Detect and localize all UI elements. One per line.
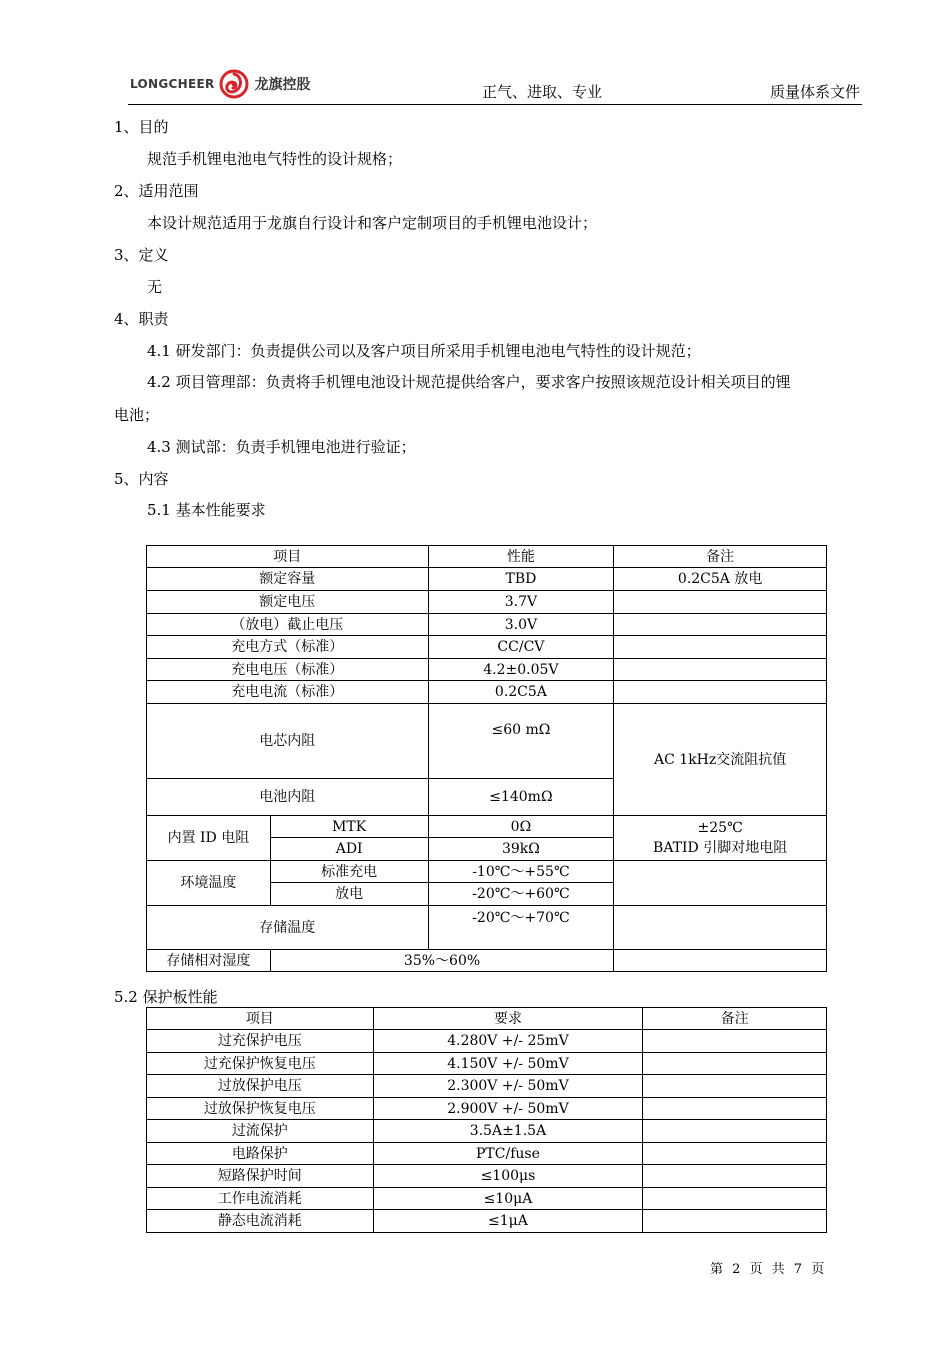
table-cell: ≤100μs (373, 1165, 643, 1188)
section-5-2-title: 5.2 保护板性能 (114, 988, 218, 1006)
table-row (147, 1120, 827, 1143)
table-cell (643, 1098, 827, 1120)
table-cell: 工作电流消耗 (147, 1188, 374, 1210)
table-header-cell: 项目 (147, 1008, 374, 1030)
table-cell (614, 614, 827, 636)
table-cell (614, 681, 827, 704)
table-cell: ≤140mΩ (428, 779, 614, 816)
section-4-2-line1: 4.2 项目管理部：负责将手机锂电池设计规范提供给客户，要求客户按照该规范设计相关项目的锂 (147, 373, 791, 391)
table-cell: 过流保护 (147, 1120, 374, 1143)
section-3-title: 3、定义 (114, 246, 169, 264)
table-cell (643, 1143, 827, 1165)
table-cell-note: AC 1kHz交流阻抗值 (614, 704, 827, 816)
table-cell: -20℃～+70℃ (428, 906, 614, 950)
table-row (147, 1210, 827, 1233)
table-cell (643, 1188, 827, 1210)
section-1-title: 1、目的 (114, 118, 169, 136)
table-cell: 存储温度 (147, 906, 429, 950)
table-header-cell: 备注 (643, 1008, 827, 1030)
header-doc-type: 质量体系文件 (769, 83, 860, 101)
table-cell: -20℃～+60℃ (428, 883, 614, 906)
table-cell: 2.900V +/- 50mV (373, 1098, 643, 1120)
section-3-body: 无 (147, 278, 163, 296)
section-2-body: 本设计规范适用于龙旗自行设计和客户定制项目的手机锂电池设计； (147, 214, 598, 232)
table-row (147, 591, 827, 614)
table-cell: 4.280V +/- 25mV (373, 1030, 643, 1053)
table-cell: （放电）截止电压 (147, 614, 429, 636)
table-cell: 存储相对湿度 (147, 950, 271, 972)
table-cell-note (614, 861, 827, 906)
table-header-row (147, 1008, 827, 1030)
table-cell (614, 636, 827, 659)
section-4-title: 4、职责 (114, 310, 169, 328)
table-cell (643, 1030, 827, 1053)
id-note-line1: ±25℃ (697, 820, 743, 836)
table-cell: ADI (270, 838, 428, 861)
page-header (128, 64, 862, 105)
table-cell: 过充保护电压 (147, 1030, 374, 1053)
table-header-cell: 备注 (614, 546, 827, 568)
table-cell-note (614, 950, 827, 972)
table-cell: 4.2±0.05V (428, 659, 614, 681)
table-cell: 充电电压（标准） (147, 659, 429, 681)
table-cell: 充电方式（标准） (147, 636, 429, 659)
table-row (147, 636, 827, 659)
table-cell: -10℃～+55℃ (428, 861, 614, 883)
table-cell-note (614, 906, 827, 950)
table-cell: 0Ω (428, 816, 614, 838)
table-cell: 3.5A±1.5A (373, 1120, 643, 1143)
page-number: 第 2 页 共 7 页 (710, 1262, 825, 1277)
table-cell: 3.7V (428, 591, 614, 614)
table-cell: 电路保护 (147, 1143, 374, 1165)
table-header-cell: 项目 (147, 546, 429, 568)
id-note-line2: BATID 引脚对地电阻 (653, 840, 788, 856)
table-row (147, 861, 827, 883)
table-row (147, 1188, 827, 1210)
table-cell: ≤1μA (373, 1210, 643, 1233)
section-4-3: 4.3 测试部：负责手机锂电池进行验证； (147, 438, 416, 456)
swirl-logo-icon (217, 68, 251, 100)
logo-brand-cn: 龙旗控股 (254, 77, 311, 93)
table-cell (643, 1053, 827, 1075)
table-cell: 电芯内阻 (147, 704, 429, 779)
section-5-title: 5、内容 (114, 470, 169, 488)
table-cell: 39kΩ (428, 838, 614, 861)
protection-board-table (146, 1007, 827, 1233)
table-row (147, 614, 827, 636)
table-cell: 标准充电 (270, 861, 428, 883)
table-cell: 额定容量 (147, 568, 429, 591)
table-cell: PTC/fuse (373, 1143, 643, 1165)
section-1-body: 规范手机锂电池电气特性的设计规格； (147, 150, 403, 168)
table-cell: 过放保护恢复电压 (147, 1098, 374, 1120)
section-4-1: 4.1 研发部门：负责提供公司以及客户项目所采用手机锂电池电气特性的设计规范； (147, 342, 701, 360)
header-slogan: 正气、进取、专业 (482, 83, 603, 101)
table-cell: CC/CV (428, 636, 614, 659)
table-cell: 电池内阻 (147, 779, 429, 816)
table-cell-note (614, 816, 827, 861)
table-row (147, 681, 827, 704)
table-row (147, 906, 827, 950)
table-cell: 3.0V (428, 614, 614, 636)
table-cell: 充电电流（标准） (147, 681, 429, 704)
table-cell (614, 659, 827, 681)
table-header-cell: 要求 (373, 1008, 643, 1030)
table-cell: 2.300V +/- 50mV (373, 1075, 643, 1098)
table-row (147, 568, 827, 591)
table-cell: MTK (270, 816, 428, 838)
table-cell (643, 1120, 827, 1143)
table-cell: 0.2C5A 放电 (614, 568, 827, 591)
table-cell (614, 591, 827, 614)
table-row (147, 1165, 827, 1188)
table-row (147, 1053, 827, 1075)
basic-performance-table (146, 545, 827, 972)
table-cell: 静态电流消耗 (147, 1210, 374, 1233)
table-cell: 4.150V +/- 50mV (373, 1053, 643, 1075)
table-row (147, 816, 827, 838)
section-2-title: 2、适用范围 (114, 182, 199, 200)
table-cell (643, 1075, 827, 1098)
table-header-row (147, 546, 827, 568)
section-5-1-title: 5.1 基本性能要求 (147, 501, 266, 519)
table-header-cell: 性能 (428, 546, 614, 568)
table-row (147, 1030, 827, 1053)
table-cell: ≤10μA (373, 1188, 643, 1210)
table-cell: 过放保护电压 (147, 1075, 374, 1098)
table-row (147, 1143, 827, 1165)
table-cell (643, 1165, 827, 1188)
table-cell: 内置 ID 电阻 (147, 816, 271, 861)
logo-brand-en: LONGCHEER (130, 77, 215, 91)
company-logo (130, 68, 311, 100)
table-cell: 短路保护时间 (147, 1165, 374, 1188)
table-row (147, 659, 827, 681)
table-cell: 0.2C5A (428, 681, 614, 704)
table-row (147, 950, 827, 972)
table-row (147, 1098, 827, 1120)
table-cell: ≤60 mΩ (428, 704, 614, 779)
table-cell (643, 1210, 827, 1233)
table-cell: 过充保护恢复电压 (147, 1053, 374, 1075)
table-cell: 35%～60% (270, 950, 614, 972)
table-cell: 额定电压 (147, 591, 429, 614)
table-cell: TBD (428, 568, 614, 591)
table-row (147, 704, 827, 779)
table-cell: 放电 (270, 883, 428, 906)
section-4-2-line2: 电池； (114, 406, 160, 424)
table-row (147, 1075, 827, 1098)
table-cell: 环境温度 (147, 861, 271, 906)
